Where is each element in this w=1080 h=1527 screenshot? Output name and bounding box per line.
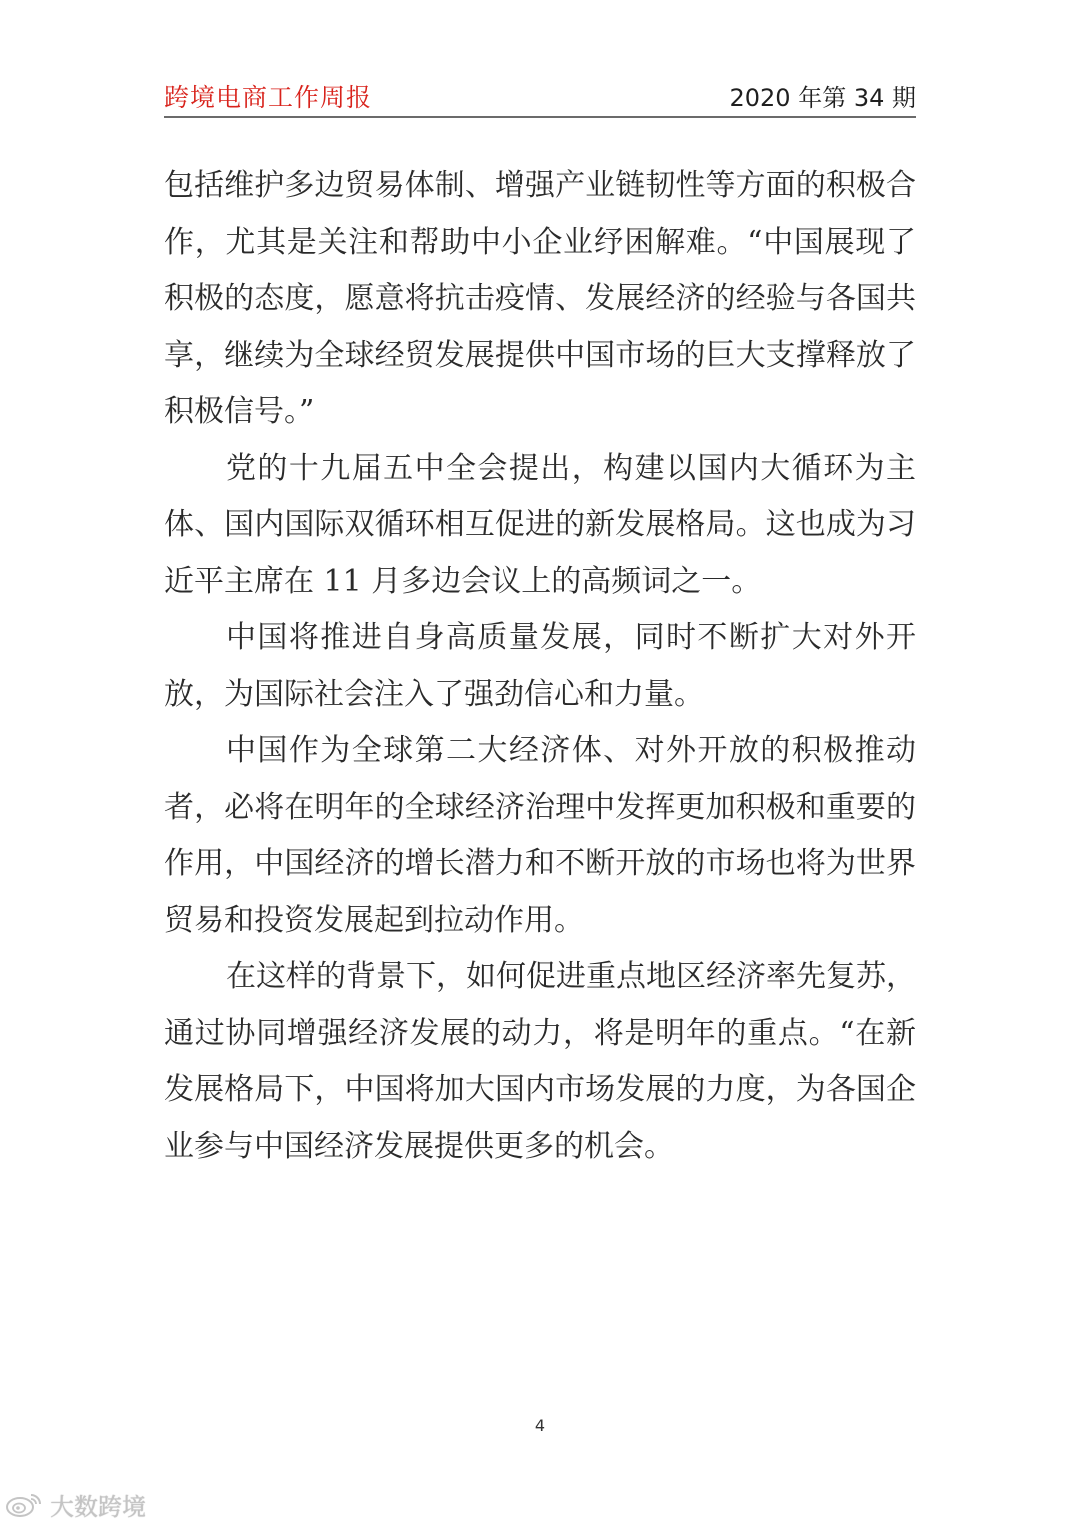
paragraph-4: 中国作为全球第二大经济体、对外开放的积极推动者，必将在明年的全球经济治理中发挥更加积极和重要的作用，中国经济的增长潜力和不断开放的市场也将为世界贸易和投资发展起到拉动作用。 [164,733,916,938]
watermark [4,1488,146,1520]
paragraph-3: 中国将推进自身高质量发展，同时不断扩大对外开放，为国际社会注入了强劲信心和力量。 [164,620,916,712]
page-number: 4 [534,1416,546,1435]
paragraph-5: 在这样的背景下，如何促进重点地区经济率先复苏，通过协同增强经济发展的动力，将是明年的重点。“在新发展格局下，中国将加大国内市场发展的力度，为各国企业参与中国经济发展提供更多的机会。 [164,959,916,1164]
weibo-logo-icon [4,1490,44,1518]
article-body [164,158,916,1175]
paragraph-1: 包括维护多边贸易体制、增强产业链韧性等方面的积极合作，尤其是关注和帮助中小企业纾困解难。“中国展现了积极的态度，愿意将抗击疫情、发展经济的经验与各国共享，继续为全球经贸发展提供中国市场的巨大支撑释放了积极信号。” [164,168,916,429]
page-header [164,76,916,118]
issue-number: 2020 年第 34 期 [729,84,916,112]
watermark-text: 大数跨境 [50,1492,146,1521]
paragraph-2: 党的十九届五中全会提出，构建以国内大循环为主体、国内国际双循环相互促进的新发展格局。这也成为习近平主席在 11 月多边会议上的高频词之一。 [164,450,916,599]
newsletter-title: 跨境电商工作周报 [164,83,373,112]
